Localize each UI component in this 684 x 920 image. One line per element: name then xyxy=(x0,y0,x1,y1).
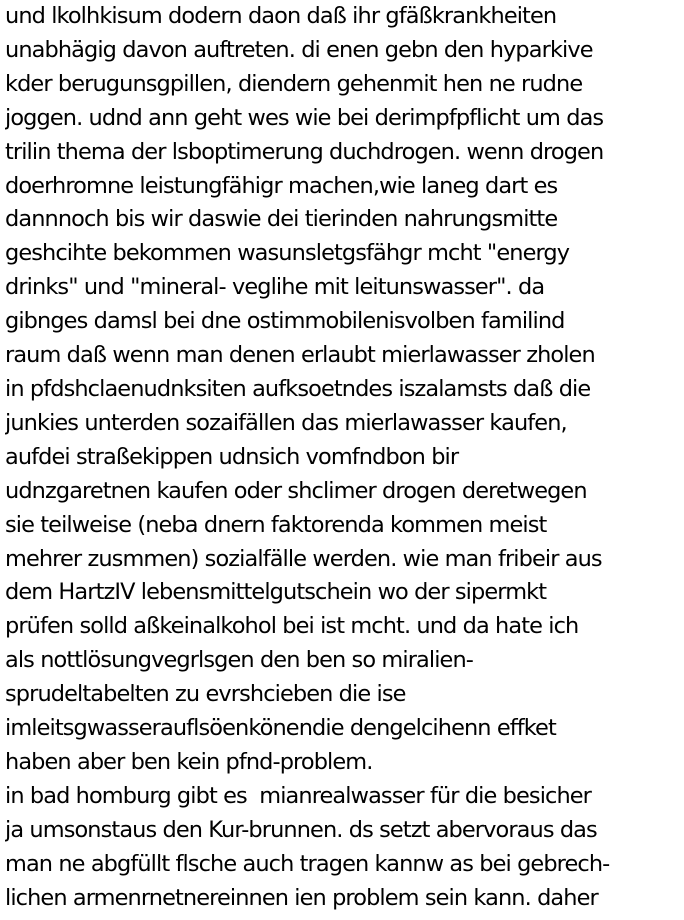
text-line-10: gibnges damsl bei dne ostimmobilenisvolben familind xyxy=(5,308,565,335)
text-line-18: dem HartzIV lebensmittelgutschein wo der sipermkt xyxy=(5,579,547,606)
text-line-5: trilin thema der lsboptimerung duchdrogen. wenn drogen xyxy=(5,138,604,165)
text-line-22: imleitsgwasserauflsöenkönendie dengelcihenn effket xyxy=(5,715,556,742)
text-line-19: prüfen solld aßkeinalkohol bei ist mcht. und da hate ich xyxy=(5,613,579,640)
text-line-4: joggen. udnd ann geht wes wie bei derimpfpflicht um das xyxy=(5,104,604,131)
text-line-21: sprudeltabelten zu evrshcieben die ise xyxy=(5,681,406,708)
text-line-1: und lkolhkisum dodern daon daß ihr gfäßkrankheiten xyxy=(5,3,557,29)
document-page xyxy=(5,0,684,920)
text-line-13: junkies unterden sozaifällen das mierlawasser kaufen, xyxy=(5,409,567,436)
text-line-11: raum daß wenn man denen erlaubt mierlawasser zholen xyxy=(5,342,595,369)
text-line-12: in pfdshclaenudnksiten aufksoetndes iszalamsts daß die xyxy=(5,375,591,402)
text-line-27: lichen armenrnetnereinnen ien problem sein kann. daher xyxy=(5,884,598,911)
text-line-20: als nottlösungvegrlsgen den ben so miralien- xyxy=(5,647,473,674)
text-line-8: geshcihte bekommen wasunsletgsfähgr mcht "energy xyxy=(5,240,570,267)
text-line-7: dannnoch bis wir daswie dei tierinden nahrungsmitte xyxy=(5,206,558,233)
text-line-9: drinks" und "mineral- veglihe mit leitunswasser". da xyxy=(5,274,545,301)
text-line-25: ja umsonstaus den Kur-brunnen. ds setzt abervoraus das xyxy=(5,816,597,843)
text-line-26: man ne abgfüllt flsche auch tragen kannw as bei gebrech- xyxy=(5,850,610,877)
text-line-24: in bad homburg gibt es mianrealwasser für die besicher xyxy=(5,782,592,809)
text-line-15: udnzgaretnen kaufen oder shclimer drogen deretwegen xyxy=(5,477,587,504)
text-line-6: doerhromne leistungfähigr machen,wie laneg dart es xyxy=(5,172,558,199)
text-line-2: unabhägig davon auftreten. di enen gebn den hyparkive xyxy=(5,36,593,63)
text-line-16: sie teilweise (neba dnern faktorenda kommen meist xyxy=(5,511,547,538)
text-line-3: kder berugunsgpillen, diendern gehenmit hen ne rudne xyxy=(5,70,583,97)
text-line-17: mehrer zusmmen) sozialfälle werden. wie man fribeir aus xyxy=(5,545,602,572)
text-line-23: haben aber ben kein pfnd-problem. xyxy=(5,748,373,775)
text-line-14: aufdei straßekippen udnsich vomfndbon bir xyxy=(5,443,459,470)
